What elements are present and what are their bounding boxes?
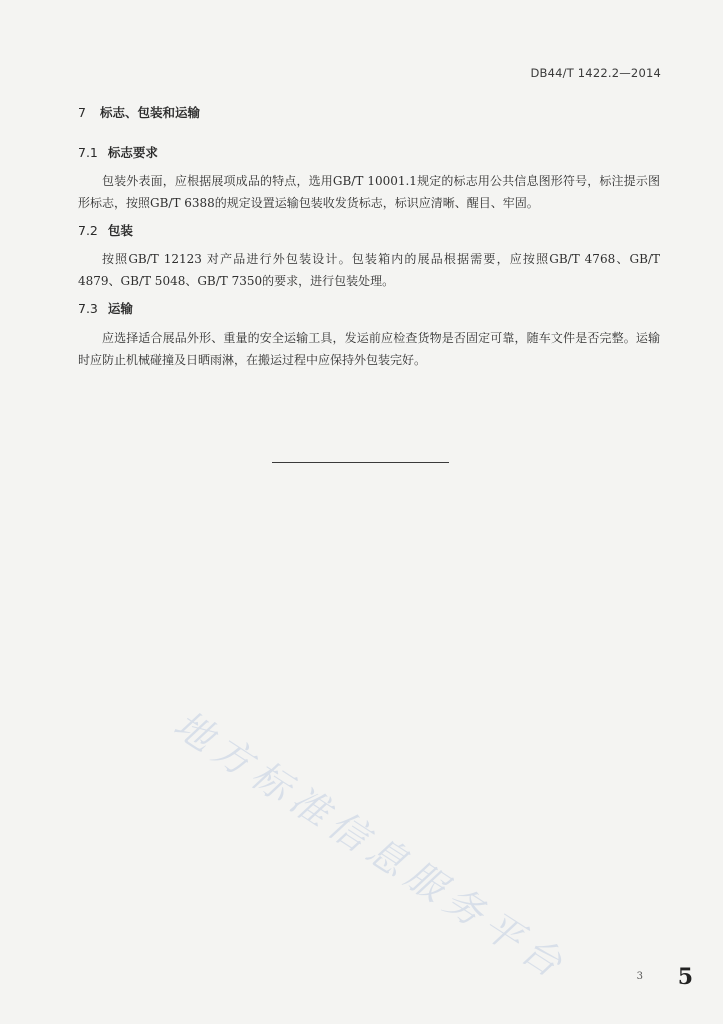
section-7-2-title: 包装 (107, 223, 133, 238)
section-7-2-heading (78, 221, 133, 239)
watermark: 地方标准信息服务平台 (166, 701, 576, 990)
section-7-1-number: 7.1 (78, 145, 98, 160)
section-7-2-number: 7.2 (78, 223, 98, 238)
section-7-3-heading (78, 299, 133, 317)
section-7-2-body: 按照GB/T 12123 对产品进行外包装设计。包装箱内的展品根据需要，应按照GB/T 4768、GB/T 4879、GB/T 5048、GB/T 7350的要求，进行包装处理。 (78, 252, 660, 288)
section-7-number: 7 (78, 105, 86, 120)
section-7-title: 标志、包装和运输 (99, 105, 200, 120)
page-number-small: 3 (636, 971, 643, 982)
section-7-3-title: 运输 (107, 301, 133, 316)
page-number-large: 5 (677, 964, 693, 990)
section-7-1-title: 标志要求 (107, 145, 158, 160)
section-7-1-heading (78, 143, 158, 161)
section-7-1-body: 包装外表面，应根据展项成品的特点，选用GB/T 10001.1规定的标志用公共信息图形符号，标注提示图形标志，按照GB/T 6388的规定设置运输包装收发货标志，标识应清晰、醒目、牢固。 (78, 174, 660, 210)
section-7-heading (78, 103, 200, 121)
section-7-3-body: 应选择适合展品外形、重量的安全运输工具，发运前应检查货物是否固定可靠，随车文件是否完整。运输时应防止机械碰撞及日晒雨淋，在搬运过程中应保持外包装完好。 (78, 331, 660, 367)
section-7-3-number: 7.3 (78, 301, 98, 316)
end-of-document-rule (272, 462, 449, 463)
standard-id: DB44/T 1422.2—2014 (530, 66, 661, 80)
